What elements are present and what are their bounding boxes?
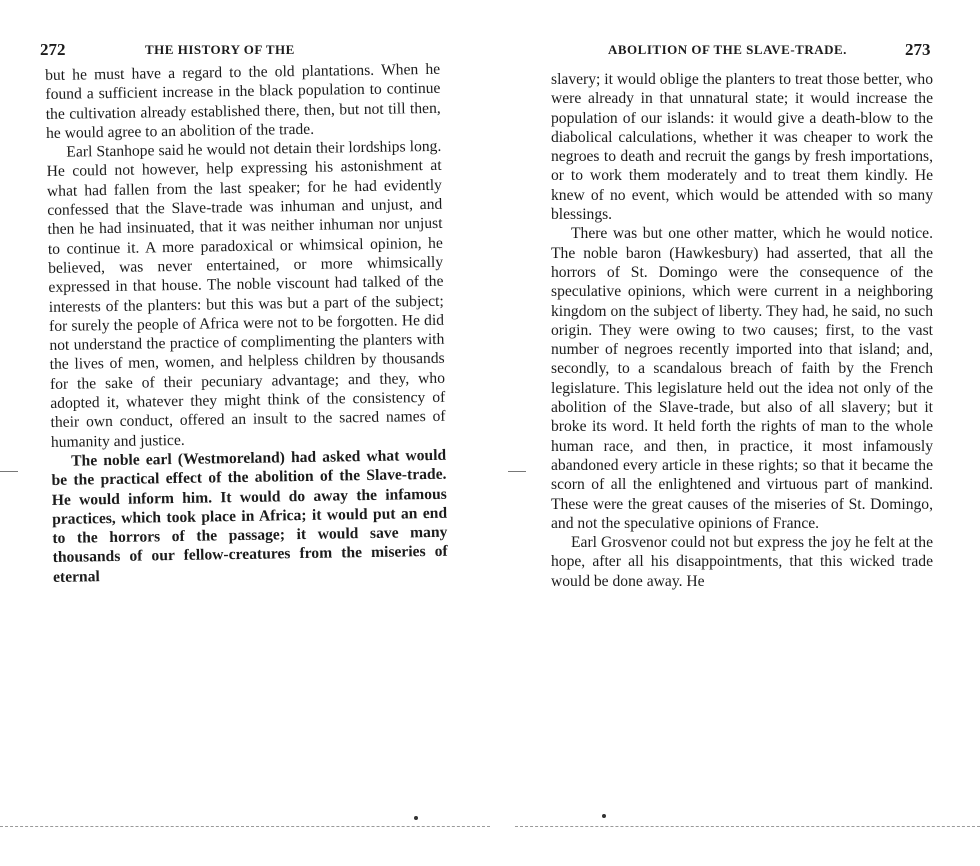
left-page-dot <box>414 816 418 820</box>
right-page-edge <box>515 826 980 829</box>
left-paragraph-3: The noble earl (Westmoreland) had asked what would be the practical effect of the abolition of the Slave-trade. He would inform him. It would do away the infamous practices, which took place in Africa; it would put an end to the horrors of the passage; it would save many thousands of our fellow-creatures from the miseries of eternal <box>51 446 448 586</box>
right-paragraph-3: Earl Grosvenor could not but express the joy he felt at the hope, after all his disappointments, that this wicked trade would be done away. He <box>551 534 933 590</box>
left-body-text <box>45 60 448 587</box>
left-margin-mark <box>0 471 18 472</box>
right-paragraph-2: There was but one other matter, which he would notice. The noble baron (Hawkesbury) had asserted, that all the horrors of St. Domingo were the consequence of the speculative opinions, which were current in a neighboring kingdom on the subject of liberty. They had, he said, no such origin. They were owing to two causes; first, to the vast number of negroes recently imported into that island; and, secondly, to a scandalous breach of faith by the French legislature. This legislature held out the idea not only of the abolition of the Slave-trade, but also of all slavery; but it broke its word. It held forth the rights of man to the whole human race, and then, in practice, it most infamously abandoned every article in these rights; so that it became the scorn of all the enlightened and virtuous part of mankind. These were the great causes of the miseries of St. Domingo, and not the speculative opinions of France. <box>551 225 933 532</box>
left-page-edge <box>0 826 490 829</box>
left-page-number: 272 <box>40 40 66 59</box>
left-paragraph-2: Earl Stanhope said he would not detain their lordships long. He could not however, help expressing his astonishment at what had fallen from the last speaker; for he had evidently confessed that the Slave-trade was inhuman and unjust, and then he had insinuated, that it was neither inhuman nor unjust to continue it. A more paradoxical or whimsical opinion, he believed, was never entertained, or more whimsically expressed in that house. The noble viscount had talked of the interests of the planters: but this was but a part of the subject; for surely the people of Africa were not to be forgotten. He did not understand the practice of complimenting the planters with the lives of men, women, and helpless children by thousands for the sake of their pecuniary advantage; and they, who adopted it, whatever they might think of the consistency of their own conduct, offered an insult to the sacred names of humanity and justice. <box>46 137 446 451</box>
right-gutter-mark <box>508 471 526 472</box>
right-page <box>500 0 980 866</box>
right-body-text <box>551 70 933 591</box>
right-page-dot <box>602 814 606 818</box>
left-running-head: THE HISTORY OF THE <box>145 42 295 57</box>
right-running-head: ABOLITION OF THE SLAVE-TRADE. <box>608 42 847 57</box>
left-paragraph-1: but he must have a regard to the old plantations. When he found a sufficient increase in the black population to continue the cultivation already established there, then, but not till then, he would agree to an abolition of the trade. <box>45 60 441 142</box>
right-page-number: 273 <box>905 40 931 59</box>
right-paragraph-1: slavery; it would oblige the planters to treat those better, who were already in that unnatural state; it would increase the population of our islands: it would give a death-blow to the diabolical calculations, whether it was cheaper to work the negroes to death and recruit the gangs by fresh importations, or to work them moderately and to treat them kindly. He knew of no event, which would be attended with so many blessings. <box>551 71 933 224</box>
